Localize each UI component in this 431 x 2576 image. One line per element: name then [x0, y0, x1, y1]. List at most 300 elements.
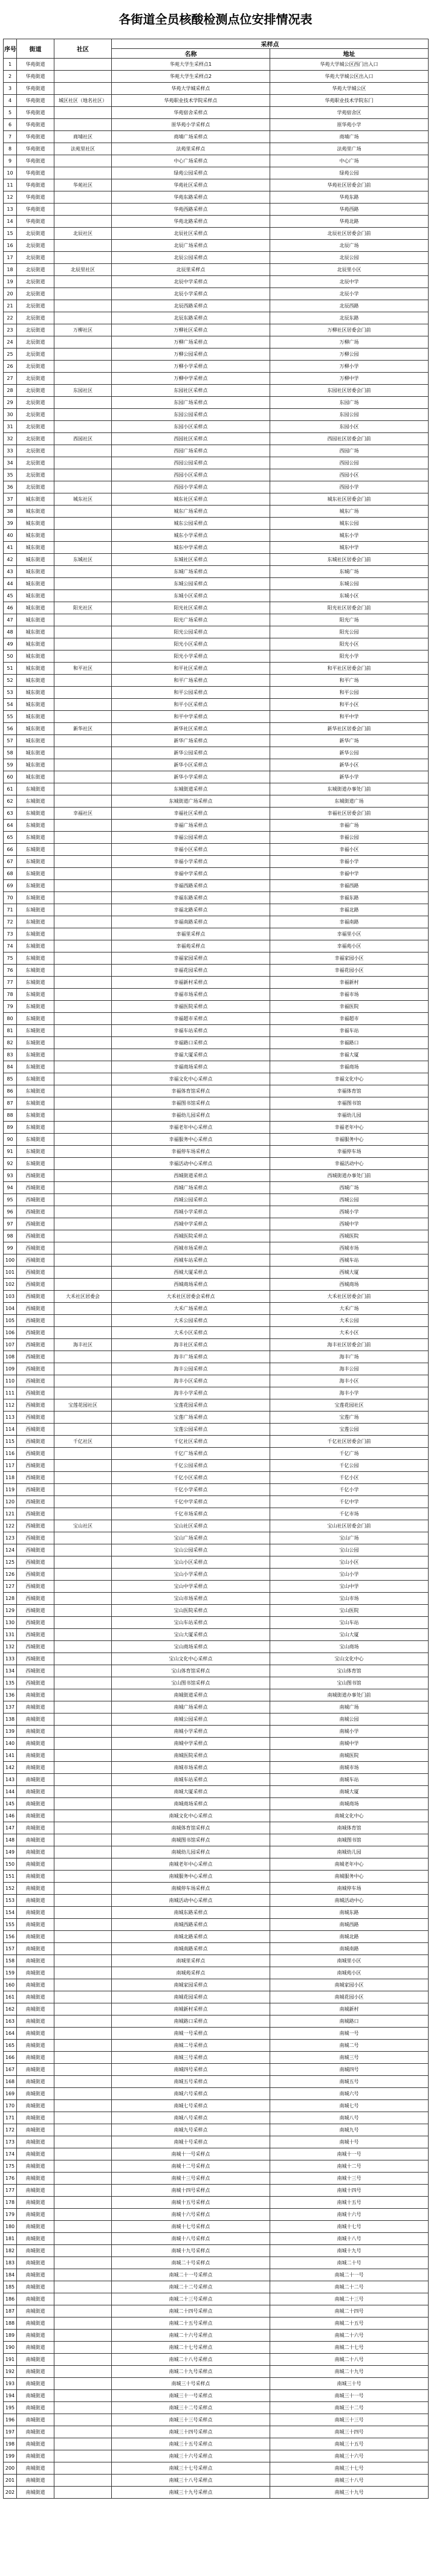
cell-address: 北辰中学	[270, 276, 429, 288]
cell-name: 北辰广场采样点	[112, 240, 270, 252]
cell-no: 179	[4, 2209, 17, 2221]
cell-name: 东园公园采样点	[112, 409, 270, 421]
cell-address: 千亿市场	[270, 1508, 429, 1520]
cell-name: 南城街道采样点	[112, 1689, 270, 1701]
cell-street: 南城街道	[17, 2462, 54, 2475]
table-row	[4, 1532, 429, 1544]
cell-community	[54, 216, 112, 228]
cell-name: 华苑西路采样点	[112, 204, 270, 216]
table-row	[4, 590, 429, 602]
cell-community: 商埔社区	[54, 131, 112, 143]
cell-street: 西城街道	[17, 1412, 54, 1424]
cell-address: 南城市场	[270, 1762, 429, 1774]
cell-address: 幸福大厦	[270, 1049, 429, 1061]
cell-community	[54, 868, 112, 880]
table-row	[4, 1967, 429, 1979]
cell-name: 南城南路采样点	[112, 1943, 270, 1955]
table-row	[4, 1242, 429, 1254]
cell-name: 阳光社区采样点	[112, 602, 270, 614]
cell-community	[54, 1871, 112, 1883]
cell-name: 南城小学采样点	[112, 1726, 270, 1738]
cell-no: 78	[4, 989, 17, 1001]
table-row	[4, 735, 429, 747]
table-row	[4, 1798, 429, 1810]
cell-community	[54, 1955, 112, 1967]
cell-community	[54, 1738, 112, 1750]
cell-no: 181	[4, 2233, 17, 2245]
cell-no: 198	[4, 2438, 17, 2450]
table-row	[4, 771, 429, 783]
cell-street: 西城街道	[17, 1496, 54, 1508]
cell-address: 海丰小学	[270, 1387, 429, 1399]
cell-no: 32	[4, 433, 17, 445]
cell-no: 8	[4, 143, 17, 155]
cell-street: 南城街道	[17, 2052, 54, 2064]
cell-name: 西城公园采样点	[112, 1194, 270, 1206]
cell-street: 城东街道	[17, 711, 54, 723]
cell-no: 23	[4, 324, 17, 336]
cell-no: 26	[4, 361, 17, 373]
cell-name: 东城小区采样点	[112, 590, 270, 602]
table-row	[4, 928, 429, 940]
cell-no: 126	[4, 1569, 17, 1581]
table-row	[4, 252, 429, 264]
cell-name: 南城三十九号采样点	[112, 2487, 270, 2499]
cell-address: 南城十六号	[270, 2209, 429, 2221]
cell-community	[54, 759, 112, 771]
table-row	[4, 143, 429, 155]
cell-street: 南城街道	[17, 1822, 54, 1834]
cell-community	[54, 1762, 112, 1774]
cell-street: 北辰街道	[17, 240, 54, 252]
table-row	[4, 481, 429, 493]
cell-street: 北辰街道	[17, 252, 54, 264]
table-row	[4, 1991, 429, 2003]
cell-community	[54, 1472, 112, 1484]
cell-address: 宝山公园	[270, 1544, 429, 1556]
cell-name: 阳光广场采样点	[112, 614, 270, 626]
cell-street: 南城街道	[17, 2366, 54, 2378]
cell-street: 南城街道	[17, 2016, 54, 2028]
cell-address: 幸福商场	[270, 1061, 429, 1073]
cell-street: 华苑街道	[17, 95, 54, 107]
cell-community	[54, 204, 112, 216]
cell-no: 186	[4, 2293, 17, 2305]
cell-community	[54, 276, 112, 288]
cell-address: 幸福幼儿园	[270, 1110, 429, 1122]
cell-name: 东城街道采样点	[112, 783, 270, 795]
cell-name: 幸福幼儿园采样点	[112, 1110, 270, 1122]
table-row	[4, 2390, 429, 2402]
table-row	[4, 1665, 429, 1677]
cell-community	[54, 2450, 112, 2462]
table-row	[4, 977, 429, 989]
cell-address: 南城老年中心	[270, 1858, 429, 1871]
cell-street: 华苑街道	[17, 71, 54, 83]
cell-name: 西城街道采样点	[112, 1170, 270, 1182]
cell-community	[54, 1617, 112, 1629]
cell-community	[54, 989, 112, 1001]
cell-street: 西城街道	[17, 1387, 54, 1399]
table-row	[4, 2438, 429, 2450]
cell-street: 北辰街道	[17, 348, 54, 361]
table-row	[4, 638, 429, 650]
cell-name: 幸福南路采样点	[112, 916, 270, 928]
cell-address: 宝山图书馆	[270, 1677, 429, 1689]
cell-community: 宝山社区	[54, 1520, 112, 1532]
cell-no: 89	[4, 1122, 17, 1134]
cell-community	[54, 1049, 112, 1061]
cell-address: 华苑北路	[270, 216, 429, 228]
cell-street: 南城街道	[17, 1871, 54, 1883]
cell-address: 南城三十八号	[270, 2475, 429, 2487]
cell-address: 法苑里广场	[270, 143, 429, 155]
cell-address: 千亿小区	[270, 1472, 429, 1484]
cell-name: 海丰小学采样点	[112, 1387, 270, 1399]
cell-street: 南城街道	[17, 2281, 54, 2293]
cell-name: 南城中学采样点	[112, 1738, 270, 1750]
cell-no: 21	[4, 300, 17, 312]
cell-address: 新华社区居委会门前	[270, 723, 429, 735]
cell-name: 新华小区采样点	[112, 759, 270, 771]
cell-no: 86	[4, 1085, 17, 1097]
cell-community	[54, 1061, 112, 1073]
cell-street: 西城街道	[17, 1182, 54, 1194]
cell-community	[54, 2462, 112, 2475]
cell-street: 东城街道	[17, 1073, 54, 1085]
cell-name: 幸福商场采样点	[112, 1061, 270, 1073]
cell-street: 华苑街道	[17, 216, 54, 228]
cell-name: 南城苑采样点	[112, 1967, 270, 1979]
cell-name: 南城七号采样点	[112, 2100, 270, 2112]
cell-no: 162	[4, 2003, 17, 2016]
cell-no: 160	[4, 1979, 17, 1991]
cell-address: 南城二十七号	[270, 2342, 429, 2354]
cell-address: 南城车站	[270, 1774, 429, 1786]
cell-street: 东城街道	[17, 928, 54, 940]
table-row	[4, 1097, 429, 1110]
cell-name: 南城二十五号采样点	[112, 2317, 270, 2330]
cell-street: 南城街道	[17, 1689, 54, 1701]
cell-community	[54, 2185, 112, 2197]
cell-no: 4	[4, 95, 17, 107]
cell-no: 88	[4, 1110, 17, 1122]
table-row	[4, 1049, 429, 1061]
cell-address: 城东中学	[270, 542, 429, 554]
cell-name: 南城三十二号采样点	[112, 2402, 270, 2414]
cell-address: 东城街道广场	[270, 795, 429, 808]
cell-no: 97	[4, 1218, 17, 1230]
cell-street: 城东街道	[17, 506, 54, 518]
cell-address: 城东小学	[270, 530, 429, 542]
table-row	[4, 2475, 429, 2487]
cell-street: 西城街道	[17, 1544, 54, 1556]
cell-street: 南城街道	[17, 1907, 54, 1919]
table-row	[4, 1327, 429, 1339]
cell-community	[54, 2016, 112, 2028]
cell-address: 幸福超市	[270, 1013, 429, 1025]
cell-street: 北辰街道	[17, 469, 54, 481]
cell-community	[54, 1653, 112, 1665]
table-row	[4, 445, 429, 457]
cell-no: 59	[4, 759, 17, 771]
cell-address: 南城里小区	[270, 1955, 429, 1967]
cell-street: 南城街道	[17, 1810, 54, 1822]
table-row	[4, 1375, 429, 1387]
cell-community	[54, 1146, 112, 1158]
cell-community	[54, 1532, 112, 1544]
table-row	[4, 795, 429, 808]
cell-no: 129	[4, 1605, 17, 1617]
cell-name: 宝山社区采样点	[112, 1520, 270, 1532]
cell-address: 城东社区居委会门前	[270, 493, 429, 506]
cell-community	[54, 2040, 112, 2052]
cell-no: 14	[4, 216, 17, 228]
cell-no: 58	[4, 747, 17, 759]
cell-address: 南城街道办事处门前	[270, 1689, 429, 1701]
cell-address: 华苑大学城公区西门出入口	[270, 59, 429, 71]
cell-address: 城东公园	[270, 518, 429, 530]
cell-community	[54, 1593, 112, 1605]
cell-address: 南城十七号	[270, 2221, 429, 2233]
cell-address: 南城三十六号	[270, 2450, 429, 2462]
table-row	[4, 2305, 429, 2317]
cell-community	[54, 312, 112, 324]
cell-name: 千亿中学采样点	[112, 1496, 270, 1508]
cell-street: 西城街道	[17, 1279, 54, 1291]
cell-address: 幸福北路	[270, 904, 429, 916]
table-row	[4, 421, 429, 433]
cell-no: 55	[4, 711, 17, 723]
cell-no: 63	[4, 808, 17, 820]
cell-name: 北辰小学采样点	[112, 288, 270, 300]
table-row	[4, 2245, 429, 2257]
cell-community	[54, 1883, 112, 1895]
cell-no: 188	[4, 2317, 17, 2330]
cell-street: 南城街道	[17, 2245, 54, 2257]
cell-address: 北辰公园	[270, 252, 429, 264]
cell-address: 绿苑公园	[270, 167, 429, 179]
cell-street: 西城街道	[17, 1569, 54, 1581]
cell-community	[54, 1810, 112, 1822]
cell-address: 北辰东路	[270, 312, 429, 324]
cell-address: 北辰小学	[270, 288, 429, 300]
cell-street: 城东街道	[17, 747, 54, 759]
cell-address: 商埔广场	[270, 131, 429, 143]
cell-community	[54, 965, 112, 977]
cell-street: 西城街道	[17, 1460, 54, 1472]
cell-no: 189	[4, 2330, 17, 2342]
cell-name: 南城十二号采样点	[112, 2160, 270, 2173]
cell-street: 城东街道	[17, 542, 54, 554]
cell-address: 南城十五号	[270, 2197, 429, 2209]
table-row	[4, 2148, 429, 2160]
cell-address: 西城广场	[270, 1182, 429, 1194]
cell-address: 华苑职业技术学院东门	[270, 95, 429, 107]
cell-name: 华苑宿舍采样点	[112, 107, 270, 119]
cell-street: 南城街道	[17, 2402, 54, 2414]
cell-name: 千亿公园采样点	[112, 1460, 270, 1472]
cell-name: 幸福北路采样点	[112, 904, 270, 916]
cell-community	[54, 856, 112, 868]
cell-no: 141	[4, 1750, 17, 1762]
cell-community	[54, 1979, 112, 1991]
cell-street: 南城街道	[17, 2160, 54, 2173]
table-row	[4, 2257, 429, 2269]
cell-address: 南城十二号	[270, 2160, 429, 2173]
cell-no: 185	[4, 2281, 17, 2293]
cell-name: 西园公园采样点	[112, 457, 270, 469]
cell-name: 万柳小学采样点	[112, 361, 270, 373]
cell-no: 92	[4, 1158, 17, 1170]
cell-street: 南城街道	[17, 2148, 54, 2160]
cell-no: 95	[4, 1194, 17, 1206]
cell-address: 和平广场	[270, 675, 429, 687]
cell-name: 南城幼儿园采样点	[112, 1846, 270, 1858]
cell-address: 南城西路	[270, 1919, 429, 1931]
table-row	[4, 457, 429, 469]
table-row	[4, 1399, 429, 1412]
cell-street: 南城街道	[17, 2136, 54, 2148]
table-row	[4, 1315, 429, 1327]
cell-no: 123	[4, 1532, 17, 1544]
table-row	[4, 820, 429, 832]
cell-name: 宝山医院采样点	[112, 1605, 270, 1617]
cell-name: 宝山广场采样点	[112, 1532, 270, 1544]
cell-address: 宝山小区	[270, 1556, 429, 1569]
table-row	[4, 675, 429, 687]
cell-street: 南城街道	[17, 2173, 54, 2185]
table-row	[4, 1424, 429, 1436]
table-row	[4, 1254, 429, 1267]
table-row	[4, 506, 429, 518]
cell-street: 东城街道	[17, 892, 54, 904]
cell-community: 法苑里社区	[54, 143, 112, 155]
cell-address: 大禾小区	[270, 1327, 429, 1339]
cell-address: 幸福医院	[270, 1001, 429, 1013]
cell-street: 东城街道	[17, 880, 54, 892]
cell-street: 东城街道	[17, 940, 54, 952]
cell-community	[54, 916, 112, 928]
cell-address: 南城商场	[270, 1798, 429, 1810]
cell-no: 178	[4, 2197, 17, 2209]
cell-address: 大禾广场	[270, 1303, 429, 1315]
cell-name: 北辰里采样点	[112, 264, 270, 276]
table-row	[4, 2281, 429, 2293]
table-row	[4, 1110, 429, 1122]
table-row	[4, 1943, 429, 1955]
cell-name: 西城商场采样点	[112, 1279, 270, 1291]
cell-name: 南城里采样点	[112, 1955, 270, 1967]
table-row	[4, 1955, 429, 1967]
table-row	[4, 1822, 429, 1834]
table-row	[4, 2112, 429, 2124]
cell-name: 南城老年中心采样点	[112, 1858, 270, 1871]
cell-community	[54, 2305, 112, 2317]
table-row	[4, 2100, 429, 2112]
table-row	[4, 1363, 429, 1375]
table-row	[4, 1750, 429, 1762]
cell-street: 南城街道	[17, 1798, 54, 1810]
cell-name: 法苑里采样点	[112, 143, 270, 155]
table-row	[4, 2330, 429, 2342]
cell-community	[54, 1242, 112, 1254]
cell-street: 华苑街道	[17, 179, 54, 191]
cell-no: 51	[4, 663, 17, 675]
cell-no: 69	[4, 880, 17, 892]
table-row	[4, 2354, 429, 2366]
cell-no: 142	[4, 1762, 17, 1774]
cell-community	[54, 2426, 112, 2438]
cell-street: 南城街道	[17, 2233, 54, 2245]
table-row	[4, 1520, 429, 1532]
cell-community	[54, 977, 112, 989]
cell-no: 193	[4, 2378, 17, 2390]
cell-address: 南城二十三号	[270, 2293, 429, 2305]
cell-address: 万柳广场	[270, 336, 429, 348]
cell-no: 15	[4, 228, 17, 240]
cell-community	[54, 2112, 112, 2124]
cell-no: 183	[4, 2257, 17, 2269]
cell-no: 103	[4, 1291, 17, 1303]
cell-address: 南城五号	[270, 2076, 429, 2088]
table-row	[4, 880, 429, 892]
cell-name: 幸福体育馆采样点	[112, 1085, 270, 1097]
cell-name: 南城二十四号采样点	[112, 2305, 270, 2317]
cell-street: 北辰街道	[17, 324, 54, 336]
cell-name: 新华广场采样点	[112, 735, 270, 747]
cell-address: 华苑东路	[270, 191, 429, 204]
table-row	[4, 1279, 429, 1291]
cell-name: 南城三十七号采样点	[112, 2462, 270, 2475]
cell-street: 东城街道	[17, 1110, 54, 1122]
cell-street: 南城街道	[17, 1991, 54, 2003]
cell-community	[54, 506, 112, 518]
cell-name: 华苑东路采样点	[112, 191, 270, 204]
header-address: 地址	[270, 49, 429, 59]
cell-community	[54, 1907, 112, 1919]
table-row	[4, 2209, 429, 2221]
cell-street: 南城街道	[17, 2257, 54, 2269]
cell-no: 196	[4, 2414, 17, 2426]
cell-community: 城东社区	[54, 493, 112, 506]
cell-street: 西城街道	[17, 1508, 54, 1520]
cell-community	[54, 1605, 112, 1617]
table-row	[4, 1581, 429, 1593]
table-row	[4, 1230, 429, 1242]
table-row	[4, 2124, 429, 2136]
table-row	[4, 1907, 429, 1919]
table-row	[4, 1460, 429, 1472]
table-row	[4, 2426, 429, 2438]
cell-no: 52	[4, 675, 17, 687]
cell-name: 南城停车场采样点	[112, 1883, 270, 1895]
cell-community	[54, 1544, 112, 1556]
cell-community	[54, 2317, 112, 2330]
cell-street: 西城街道	[17, 1303, 54, 1315]
cell-street: 南城街道	[17, 2438, 54, 2450]
cell-address: 幸福车站	[270, 1025, 429, 1037]
cell-name: 华苑大学城采样点	[112, 83, 270, 95]
cell-no: 163	[4, 2016, 17, 2028]
cell-name: 大禾广场采样点	[112, 1303, 270, 1315]
cell-name: 西城中学采样点	[112, 1218, 270, 1230]
cell-name: 南城二十七号采样点	[112, 2342, 270, 2354]
cell-street: 南城街道	[17, 2112, 54, 2124]
cell-name: 南城六号采样点	[112, 2088, 270, 2100]
cell-no: 173	[4, 2136, 17, 2148]
cell-community	[54, 1774, 112, 1786]
